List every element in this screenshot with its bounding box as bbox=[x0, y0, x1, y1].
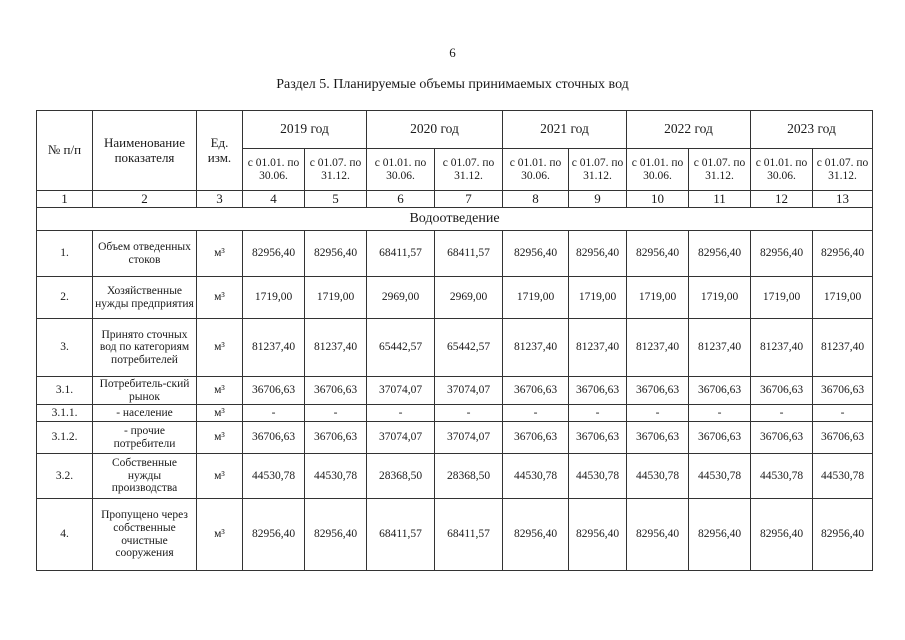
row-value: 44530,78 bbox=[813, 454, 873, 499]
row-value: 82956,40 bbox=[813, 231, 873, 277]
row-unit: м³ bbox=[197, 377, 243, 405]
row-unit: м³ bbox=[197, 454, 243, 499]
column-number-cell: 3 bbox=[197, 191, 243, 208]
table-row bbox=[37, 405, 873, 422]
row-unit: м³ bbox=[197, 499, 243, 571]
row-number: 3.2. bbox=[37, 454, 93, 499]
row-value: 82956,40 bbox=[503, 499, 569, 571]
row-value: 81237,40 bbox=[243, 319, 305, 377]
row-value: 81237,40 bbox=[569, 319, 627, 377]
row-value: 36706,63 bbox=[569, 422, 627, 454]
row-value: 82956,40 bbox=[813, 499, 873, 571]
row-unit: м³ bbox=[197, 319, 243, 377]
column-number-cell: 13 bbox=[813, 191, 873, 208]
row-value: 36706,63 bbox=[569, 377, 627, 405]
row-value: 81237,40 bbox=[813, 319, 873, 377]
row-value: 37074,07 bbox=[367, 422, 435, 454]
row-value: 36706,63 bbox=[243, 422, 305, 454]
header-period-cell: с 01.01. по 30.06. bbox=[627, 149, 689, 191]
page-number: 6 bbox=[449, 45, 456, 60]
row-name: Собственные нужды производства bbox=[93, 454, 197, 499]
row-value: 82956,40 bbox=[305, 499, 367, 571]
row-value: 37074,07 bbox=[435, 422, 503, 454]
row-value: 68411,57 bbox=[435, 231, 503, 277]
row-value: 1719,00 bbox=[751, 277, 813, 319]
row-value: 36706,63 bbox=[243, 377, 305, 405]
row-value: 81237,40 bbox=[305, 319, 367, 377]
row-value: 82956,40 bbox=[503, 231, 569, 277]
header-period-cell: с 01.07. по 31.12. bbox=[813, 149, 873, 191]
table-row bbox=[37, 454, 873, 499]
row-value: 1719,00 bbox=[627, 277, 689, 319]
row-value: - bbox=[435, 405, 503, 422]
column-number-cell: 9 bbox=[569, 191, 627, 208]
section-row bbox=[37, 208, 873, 231]
row-value: 44530,78 bbox=[305, 454, 367, 499]
row-unit: м³ bbox=[197, 231, 243, 277]
row-value: - bbox=[569, 405, 627, 422]
row-value: - bbox=[367, 405, 435, 422]
row-value: 68411,57 bbox=[367, 499, 435, 571]
table-body bbox=[37, 208, 873, 571]
row-value: 36706,63 bbox=[503, 377, 569, 405]
row-value: 82956,40 bbox=[569, 499, 627, 571]
header-period-cell: с 01.01. по 30.06. bbox=[243, 149, 305, 191]
column-number-row bbox=[37, 191, 873, 208]
row-name: Принято сточных вод по категориям потребителей bbox=[93, 319, 197, 377]
column-number-cell: 6 bbox=[367, 191, 435, 208]
row-unit: м³ bbox=[197, 422, 243, 454]
row-number: 2. bbox=[37, 277, 93, 319]
row-value: 44530,78 bbox=[627, 454, 689, 499]
table-row bbox=[37, 422, 873, 454]
row-value: 81237,40 bbox=[689, 319, 751, 377]
section-title: Водоотведение bbox=[37, 208, 873, 231]
row-name: Пропущено через собственные очистные сооружения bbox=[93, 499, 197, 571]
header-name: Наименование показателя bbox=[93, 111, 197, 191]
header-num: № п/п bbox=[37, 111, 93, 191]
row-value: 36706,63 bbox=[305, 422, 367, 454]
column-number-cell: 11 bbox=[689, 191, 751, 208]
row-value: 44530,78 bbox=[243, 454, 305, 499]
row-number: 3.1. bbox=[37, 377, 93, 405]
row-name: Потребитель-ский рынок bbox=[93, 377, 197, 405]
row-value: 81237,40 bbox=[627, 319, 689, 377]
row-value: 36706,63 bbox=[627, 377, 689, 405]
column-number-cell: 10 bbox=[627, 191, 689, 208]
row-value: 1719,00 bbox=[305, 277, 367, 319]
row-value: 1719,00 bbox=[503, 277, 569, 319]
row-value: 1719,00 bbox=[569, 277, 627, 319]
header-period-cell: с 01.07. по 31.12. bbox=[305, 149, 367, 191]
row-value: 44530,78 bbox=[569, 454, 627, 499]
header-year-2020: 2020 год bbox=[367, 111, 503, 149]
column-number-cell: 4 bbox=[243, 191, 305, 208]
row-value: 82956,40 bbox=[751, 499, 813, 571]
row-value: - bbox=[503, 405, 569, 422]
column-number-cell: 1 bbox=[37, 191, 93, 208]
row-value: 2969,00 bbox=[435, 277, 503, 319]
header-row-years bbox=[37, 111, 873, 149]
table-row bbox=[37, 499, 873, 571]
header-unit: Ед. изм. bbox=[197, 111, 243, 191]
row-number: 1. bbox=[37, 231, 93, 277]
row-value: 44530,78 bbox=[689, 454, 751, 499]
row-value: 82956,40 bbox=[569, 231, 627, 277]
row-value: 82956,40 bbox=[243, 231, 305, 277]
row-value: 82956,40 bbox=[243, 499, 305, 571]
row-value: 82956,40 bbox=[627, 231, 689, 277]
row-value: - bbox=[627, 405, 689, 422]
row-name: Объем отведенных стоков bbox=[93, 231, 197, 277]
row-value: - bbox=[813, 405, 873, 422]
row-value: 36706,63 bbox=[627, 422, 689, 454]
row-value: 36706,63 bbox=[813, 377, 873, 405]
row-value: 82956,40 bbox=[689, 231, 751, 277]
table-row bbox=[37, 231, 873, 277]
row-value: 36706,63 bbox=[689, 422, 751, 454]
row-value: 65442,57 bbox=[435, 319, 503, 377]
row-number: 3. bbox=[37, 319, 93, 377]
row-number: 3.1.1. bbox=[37, 405, 93, 422]
row-value: 1719,00 bbox=[813, 277, 873, 319]
column-number-cell: 8 bbox=[503, 191, 569, 208]
row-value: 65442,57 bbox=[367, 319, 435, 377]
row-value: 37074,07 bbox=[367, 377, 435, 405]
row-value: 36706,63 bbox=[751, 422, 813, 454]
row-value: - bbox=[305, 405, 367, 422]
row-unit: м³ bbox=[197, 405, 243, 422]
header-year-2019: 2019 год bbox=[243, 111, 367, 149]
row-value: 1719,00 bbox=[243, 277, 305, 319]
row-value: 36706,63 bbox=[813, 422, 873, 454]
column-number-cell: 12 bbox=[751, 191, 813, 208]
row-value: 68411,57 bbox=[435, 499, 503, 571]
row-value: 36706,63 bbox=[305, 377, 367, 405]
row-value: 28368,50 bbox=[435, 454, 503, 499]
header-period-cell: с 01.01. по 30.06. bbox=[367, 149, 435, 191]
row-value: - bbox=[689, 405, 751, 422]
header-year-2022: 2022 год bbox=[627, 111, 751, 149]
row-value: - bbox=[243, 405, 305, 422]
header-period-cell: с 01.01. по 30.06. bbox=[503, 149, 569, 191]
row-name: - население bbox=[93, 405, 197, 422]
row-number: 3.1.2. bbox=[37, 422, 93, 454]
header-period-cell: с 01.01. по 30.06. bbox=[751, 149, 813, 191]
row-value: 36706,63 bbox=[751, 377, 813, 405]
row-value: 82956,40 bbox=[305, 231, 367, 277]
row-value: 37074,07 bbox=[435, 377, 503, 405]
row-value: 1719,00 bbox=[689, 277, 751, 319]
row-value: 36706,63 bbox=[503, 422, 569, 454]
row-name: - прочие потребители bbox=[93, 422, 197, 454]
row-value: 28368,50 bbox=[367, 454, 435, 499]
table-row bbox=[37, 277, 873, 319]
row-name: Хозяйственные нужды предприятия bbox=[93, 277, 197, 319]
row-value: 81237,40 bbox=[751, 319, 813, 377]
header-year-2023: 2023 год bbox=[751, 111, 873, 149]
row-value: 44530,78 bbox=[503, 454, 569, 499]
wastewater-volume-table bbox=[36, 110, 873, 571]
row-number: 4. bbox=[37, 499, 93, 571]
column-number-cell: 5 bbox=[305, 191, 367, 208]
header-period-cell: с 01.07. по 31.12. bbox=[569, 149, 627, 191]
row-value: 36706,63 bbox=[689, 377, 751, 405]
header-period-cell: с 01.07. по 31.12. bbox=[435, 149, 503, 191]
row-value: 82956,40 bbox=[751, 231, 813, 277]
row-value: - bbox=[751, 405, 813, 422]
header-period-cell: с 01.07. по 31.12. bbox=[689, 149, 751, 191]
page-title: Раздел 5. Планируемые объемы принимаемых сточных вод bbox=[276, 77, 629, 92]
header-year-2021: 2021 год bbox=[503, 111, 627, 149]
row-value: 68411,57 bbox=[367, 231, 435, 277]
row-value: 82956,40 bbox=[627, 499, 689, 571]
column-number-cell: 7 bbox=[435, 191, 503, 208]
table-row bbox=[37, 319, 873, 377]
row-value: 2969,00 bbox=[367, 277, 435, 319]
row-value: 81237,40 bbox=[503, 319, 569, 377]
row-value: 44530,78 bbox=[751, 454, 813, 499]
row-value: 82956,40 bbox=[689, 499, 751, 571]
column-number-cell: 2 bbox=[93, 191, 197, 208]
row-unit: м³ bbox=[197, 277, 243, 319]
table-row bbox=[37, 377, 873, 405]
